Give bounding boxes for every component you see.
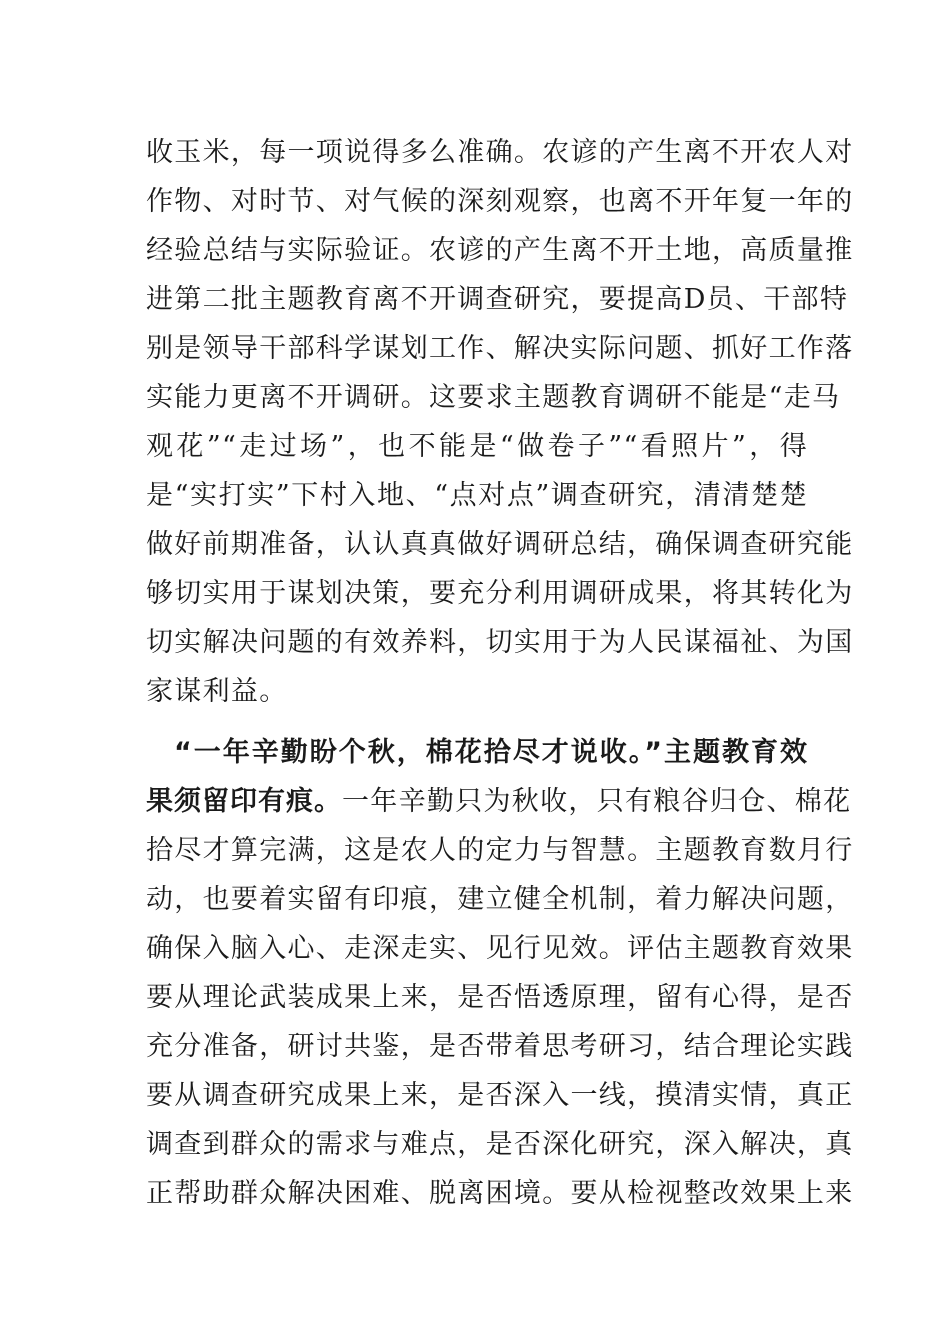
paragraph-2-line: 调查到群众的需求与难点，是否深化研究，深入解决，真 xyxy=(146,1129,854,1160)
paragraph-2-line: 确保入脑入心、走深走实、见行见效。评估主题教育效果 xyxy=(146,933,854,964)
paragraph-2-line-text: 一年辛勤只为秋收，只有粮谷归仓、棉花 xyxy=(342,786,852,817)
paragraph-2-line: 充分准备，研讨共鉴，是否带着思考研习，结合理论实践 xyxy=(146,1031,854,1062)
paragraph-1-line: 作物、对时节、对气候的深刻观察，也离不开年复一年的 xyxy=(146,186,854,217)
paragraph-1-line: 家谋利益。 xyxy=(146,676,288,707)
paragraph-1-line: 是“实打实”下村入地、“点对点”调查研究，清清楚楚 xyxy=(146,480,808,511)
paragraph-2-heading-line: “一年辛勤盼个秋，棉花拾尽才说收。”主题教育效 xyxy=(174,737,808,768)
paragraph-1-line: 做好前期准备，认认真真做好调研总结，确保调查研究能 xyxy=(146,529,854,560)
paragraph-2-heading-tail: 果须留印有痕。 xyxy=(146,786,342,817)
paragraph-1-line: 够切实用于谋划决策，要充分利用调研成果，将其转化为 xyxy=(146,578,854,609)
paragraph-2-line: 要从理论武装成果上来，是否悟透原理，留有心得，是否 xyxy=(146,982,854,1013)
paragraph-1-line: 切实解决问题的有效养料，切实用于为人民谋福祉、为国 xyxy=(146,627,854,658)
paragraph-2 xyxy=(146,728,854,1218)
paragraph-1 xyxy=(146,128,854,716)
paragraph-2-line: 要从调查研究成果上来，是否深入一线，摸清实情，真正 xyxy=(146,1080,854,1111)
paragraph-1-line: 实能力更离不开调研。这要求主题教育调研不能是“走马 xyxy=(146,382,841,413)
paragraph-1-line: 经验总结与实际验证。农谚的产生离不开土地，高质量推 xyxy=(146,235,854,266)
paragraph-1-line: 收玉米，每一项说得多么准确。农谚的产生离不开农人对 xyxy=(146,137,854,168)
paragraph-1-line: 进第二批主题教育离不开调查研究，要提高D员、干部特 xyxy=(146,284,849,315)
paragraph-2-line xyxy=(146,777,852,826)
paragraph-2-line: 拾尽才算完满，这是农人的定力与智慧。主题教育数月行 xyxy=(146,835,854,866)
paragraph-1-line: 观花”“走过场”，也不能是“做卷子”“看照片”，得 xyxy=(146,431,808,462)
paragraph-2-line: 动，也要着实留有印痕，建立健全机制，着力解决问题， xyxy=(146,884,854,915)
paragraph-1-line: 别是领导干部科学谋划工作、解决实际问题、抓好工作落 xyxy=(146,333,854,364)
paragraph-2-line: 正帮助群众解决困难、脱离困境。要从检视整改效果上来 xyxy=(146,1178,854,1209)
